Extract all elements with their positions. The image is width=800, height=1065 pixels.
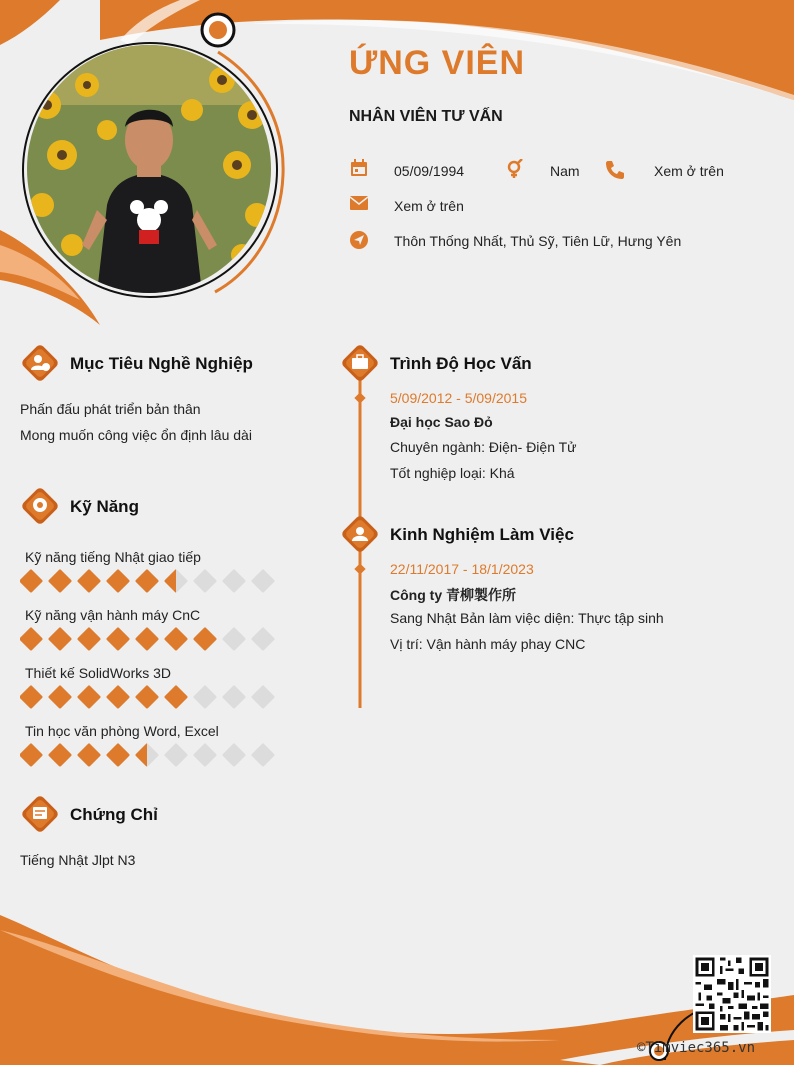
gender: Nam [550,163,580,179]
skill-name: Kỹ năng tiếng Nhật giao tiếp [25,549,201,565]
location-arrow-icon [350,231,368,249]
skills-icon [20,486,60,526]
rating-dot-empty [224,745,244,765]
career-goal-line: Mong muốn công việc ổn định lâu dài [20,427,252,443]
rating-dot-filled [21,629,41,649]
certificate-item: Tiếng Nhật Jlpt N3 [20,852,136,868]
certificates-title: Chứng Chỉ [70,805,158,824]
rating-dot-filled [137,629,157,649]
career-goal-line: Phấn đấu phát triển bản thân [20,401,201,417]
rating-dot-empty [166,745,186,765]
rating-dot-filled [108,629,128,649]
phone: Xem ở trên [654,163,724,179]
skills-title: Kỹ Năng [70,497,139,516]
rating-dot-empty [253,687,273,707]
timeline-marker [354,563,366,575]
phone-icon [605,160,625,180]
rating-dot-empty [224,629,244,649]
rating-dot-filled [108,571,128,591]
experience-icon [340,514,380,554]
skill-rating [20,685,280,709]
address: Thôn Thống Nhất, Thủ Sỹ, Tiên Lữ, Hưng Yên [394,233,682,249]
rating-dot-empty [253,629,273,649]
watermark: ©Timviec365.vn [637,1040,756,1056]
rating-dot-filled [79,745,99,765]
envelope-icon [350,196,368,210]
experience-period: 22/11/2017 - 18/1/2023 [390,561,534,577]
email: Xem ở trên [394,198,464,214]
education-icon [340,343,380,383]
rating-dot-filled [137,571,157,591]
rating-dot-filled [21,745,41,765]
rating-dot-filled [166,629,186,649]
education-graduation: Tốt nghiệp loại: Khá [390,465,515,481]
career-goal-icon [20,343,60,383]
skill-name: Thiết kế SolidWorks 3D [25,665,172,681]
rating-dot-empty [195,571,215,591]
avatar [27,45,271,293]
company-name: Công ty 青柳製作所 [390,587,516,603]
rating-dot-filled [79,687,99,707]
rating-dot-filled [50,687,70,707]
rating-dot-filled [21,687,41,707]
skill-rating [20,627,280,651]
profile-photo [27,45,271,293]
education-period: 5/09/2012 - 5/09/2015 [390,390,528,406]
rating-dot-filled [108,687,128,707]
job-position: NHÂN VIÊN TƯ VẤN [349,108,503,125]
rating-dot-filled [50,629,70,649]
school-name: Đại học Sao Đỏ [390,414,493,430]
experience-description: Sang Nhật Bản làm việc diện: Thực tập sinh [390,610,664,626]
rating-dot-filled [137,687,157,707]
rating-dot-empty [195,687,215,707]
rating-dot-filled [195,629,215,649]
rating-dot-empty [253,745,273,765]
rating-dot-filled [21,571,41,591]
rating-dot-empty [224,571,244,591]
rating-dot-empty [224,687,244,707]
rating-dot-filled [79,629,99,649]
skill-name: Tin học văn phòng Word, Excel [25,723,219,739]
rating-dot-filled [50,571,70,591]
rating-dot-filled [79,571,99,591]
certificate-icon [20,794,60,834]
rating-dot-filled [108,745,128,765]
qr-code [693,955,771,1033]
rating-dot-empty [253,571,273,591]
experience-role: Vị trí: Vận hành máy phay CNC [390,636,586,652]
gender-icon [506,159,524,179]
rating-dot-filled [166,687,186,707]
education-major: Chuyên ngành: Điện- Điện Tử [390,439,577,455]
timeline-marker [354,392,366,404]
career-goal-title: Mục Tiêu Nghề Nghiệp [70,354,253,373]
skill-rating [20,743,280,767]
rating-dot-filled [50,745,70,765]
calendar-icon [350,159,368,177]
skill-name: Kỹ năng vận hành máy CnC [25,607,201,623]
rating-dot-empty [195,745,215,765]
birthdate: 05/09/1994 [394,163,465,179]
experience-title: Kinh Nghiệm Làm Việc [390,525,574,544]
candidate-name: ỨNG VIÊN [349,44,526,82]
skill-rating [20,569,280,593]
education-title: Trình Độ Học Vấn [390,354,532,373]
